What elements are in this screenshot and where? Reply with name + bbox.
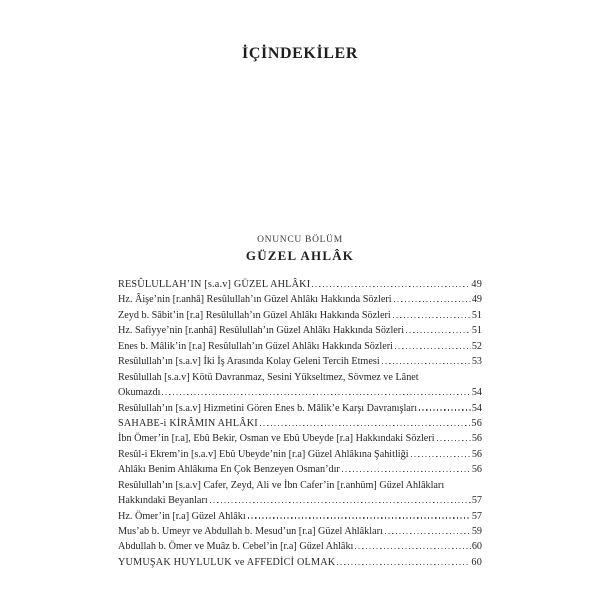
toc-entry (118, 478, 482, 493)
toc-entry (118, 462, 482, 477)
toc-entry (118, 431, 482, 446)
toc-entry (118, 539, 482, 554)
dot-leader (355, 548, 470, 549)
toc-entry (118, 323, 482, 338)
toc-entry (118, 493, 482, 508)
chapter-kicker: ONUNCU BÖLÜM (257, 235, 343, 245)
toc-entry-text: Resûlullah’ın [s.a.v] Cafer, Zeyd, Ali ve İbn Cafer’in [r.anhüm] Güzel Ahlâkları (118, 479, 445, 491)
dot-leader (337, 564, 470, 565)
toc-entry-text: Mus’ab b. Umeyr ve Abdullah b. Mesud’un [r.a] Güzel Ahlâkları (118, 526, 383, 537)
toc-entry (118, 385, 482, 400)
dot-leader (312, 286, 470, 287)
toc-entry-text: YUMUŞAK HUYLULUK ve AFFEDİCİ OLMAK (118, 556, 336, 568)
toc-entry-page: 56 (471, 448, 482, 460)
toc-entry-page: 60 (471, 556, 482, 568)
toc-entry-page: 51 (471, 325, 482, 337)
toc-entry-text: Resûlullah [s.a.v] Kötü Davranmaz, Sesini Yükseltmez, Sövmez ve Lânet (118, 371, 419, 383)
toc-entry (118, 524, 482, 539)
toc-entry-page: 57 (471, 495, 482, 507)
toc-entry-page: 53 (471, 356, 482, 368)
toc-entry (118, 447, 482, 462)
toc-entry-text: Hz. Âişe’nin [r.anhâ] Resûlullah’ın Güzel Ahlâkı Hakkında Sözleri (118, 294, 392, 306)
toc-entry-page: 49 (471, 279, 482, 290)
toc-entry (118, 339, 482, 354)
toc-entry-text: Resûlullah’ın [s.a.v] İki İş Arasında Kolay Geleni Tercih Etmesi (118, 356, 380, 368)
dot-leader (394, 301, 471, 302)
dot-leader (411, 456, 471, 457)
toc-entry (118, 308, 482, 323)
toc-entry-text: Ahlâkı Benim Ahlâkıma En Çok Benzeyen Osman’dır (118, 464, 340, 476)
dot-leader (385, 533, 471, 534)
toc-entry-page: 52 (471, 340, 482, 352)
toc-entry-text: Enes b. Mâlik’in [r.a] Resûlullah’ın Güzel Ahlâkı Hakkında Sözleri (118, 340, 393, 352)
toc-entry (118, 370, 482, 385)
toc-entry-page: 57 (471, 510, 482, 522)
dot-leader (210, 502, 471, 503)
toc-entry-page: 60 (471, 541, 482, 553)
toc-entry (118, 509, 482, 524)
toc-entry-text: RESÛLULLAH’IN [s.a.v] GÜZEL AHLÂKI (118, 279, 311, 290)
toc-entry-page: 59 (471, 526, 482, 537)
toc-entry-text: Resûlullah’ın [s.a.v] Hizmetini Gören Enes b. Mâlik’e Karşı Davranışları (118, 402, 418, 414)
toc-entry-page: 54 (471, 402, 482, 414)
dot-leader (382, 363, 471, 364)
toc-entry-page: 54 (471, 387, 482, 399)
toc-entry-page: 51 (471, 309, 482, 321)
toc-entry (118, 292, 482, 307)
toc-entry-text: Zeyd b. Sâbit’in [r.a] Resûlullah’ın Güzel Ahlâkı Hakkında Sözleri (118, 309, 391, 321)
chapter-heading: GÜZEL AHLÂK (245, 248, 355, 263)
toc-entry-page: 56 (471, 417, 482, 429)
dot-leader (342, 471, 471, 472)
toc-entry-text: SAHABE-i KİRÂMIN AHLÂKI (118, 417, 258, 429)
toc-entry-text: Hakkındaki Beyanları (118, 495, 208, 507)
toc-entry-text: Abdullah b. Ömer ve Muâz b. Cebel’in [r.a] Güzel Ahlâkı (118, 541, 354, 553)
dot-leader (437, 440, 471, 441)
toc-entry-page: 49 (471, 294, 482, 306)
toc-entry-text: Hz. Ömer’in [r.a] Güzel Ahlâkı (118, 510, 246, 522)
toc-entry (118, 401, 482, 416)
toc-entry-page: 56 (471, 433, 482, 445)
toc-entry (118, 555, 482, 570)
toc-list (118, 277, 482, 570)
toc-entry (118, 354, 482, 369)
dot-leader (419, 409, 471, 410)
dot-leader (260, 425, 471, 426)
dot-leader (406, 332, 471, 333)
dot-leader (393, 317, 471, 318)
toc-entry (118, 277, 482, 292)
toc-entry-text: Resûl-i Ekrem’in [s.a.v] Ebû Ubeyde’nin [r.a] Güzel Ahlâkına Şahitliği (118, 448, 409, 460)
toc-entry-text: Hz. Safiyye’nin [r.anhâ] Resûlullah’ın Güzel Ahlâkı Hakkında Sözleri (118, 325, 405, 337)
toc-entry-text: Okumazdı (118, 387, 161, 399)
dot-leader (162, 394, 470, 395)
toc-entry (118, 416, 482, 431)
dot-leader (395, 348, 471, 349)
dot-leader (248, 517, 471, 518)
toc-entry-text: İbn Ömer’in [r.a], Ebû Bekir, Osman ve Ebû Ubeyde [r.a] Hakkındaki Sözleri (118, 433, 435, 445)
page-title: İÇİNDEKİLER (242, 45, 358, 62)
toc-entry-page: 56 (471, 464, 482, 476)
